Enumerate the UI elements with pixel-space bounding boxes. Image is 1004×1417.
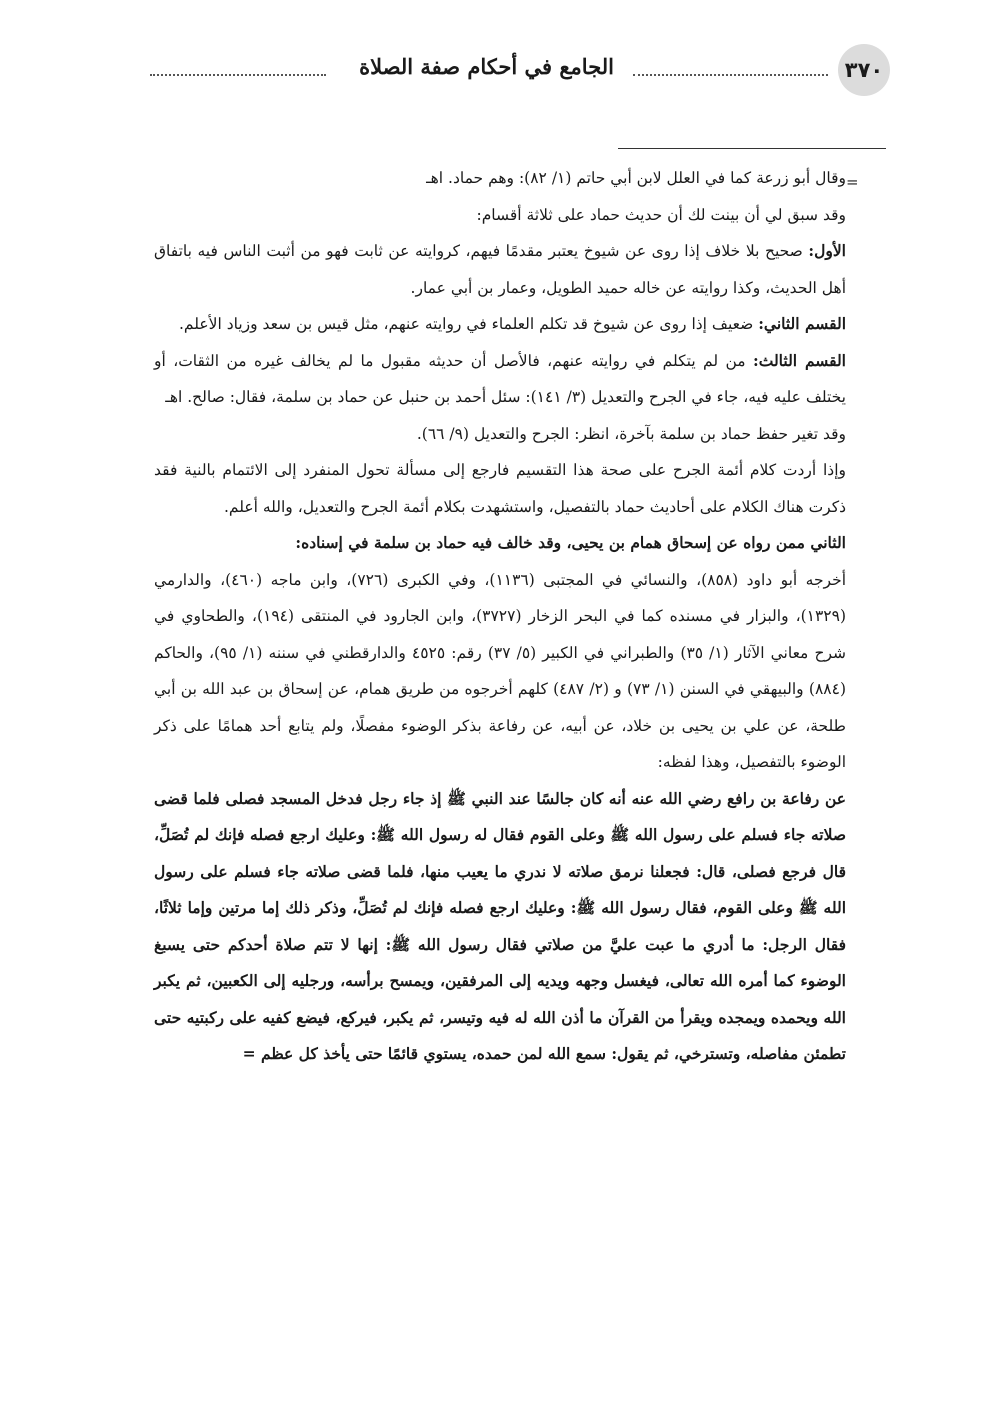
header-dots-right [633, 74, 828, 76]
section-heading [154, 525, 846, 562]
header-dots-left [150, 74, 326, 76]
paragraph [154, 562, 846, 781]
footnote-body [154, 160, 846, 1073]
paragraph-text: وقد سبق لي أن بينت لك أن حديث حماد على ثلاثة أقسام: [476, 205, 846, 224]
running-title: الجامع في أحكام صفة الصلاة [353, 54, 620, 79]
paragraph-text: أخرجه أبو داود (٨٥٨)، والنسائي في المجتبى (١١٣٦)، وفي الكبرى (٧٢٦)، وابن ماجه (٤٦٠)، والدارمي (١٣٢٩)، والبزار في مسنده كما في البحر الزخار (٣٧٢٧)، وابن الجارود في المنتقى (١٩٤)، والطحاوي في شرح معاني الآثار (١/ ٣٥) والطبراني في الكبير (٥/ ٣٧) رقم: ٤٥٢٥ والدارقطني في سننه (١/ ٩٥)، والحاكم (٨٨٤) والبيهقي في السنن (١/ ٧٣) و (٢/ ٤٨٧) كلهم أخرجوه من طريق همام، عن إسحاق بن عبد الله بن أبي طلحة، عن علي بن يحيى بن خلاد، عن أبيه، عن رفاعة بذكر الوضوء مفصلًا، ولم يتابع أحد همامًا على ذكر الوضوء بالتفصيل، وهذا لفظه: [154, 570, 847, 771]
paragraph [154, 343, 846, 416]
paragraph-text: صحيح بلا خلاف إذا روى عن شيوخ يعتبر مقدمًا فيهم، كروايته عن ثابت فهو من أثبت الناس فيه باتفاق أهل الحديث، وكذا روايته عن خاله حميد الطويل، وعمار بن أبي عمار. [154, 242, 846, 297]
paragraph-lead: القسم الثالث: [753, 350, 846, 370]
paragraph-text: وقال أبو زرعة كما في العلل لابن أبي حاتم (١/ ٨٢): وهم حماد. اهـ [426, 169, 846, 187]
paragraph-text: ضعيف إذا روى عن شيوخ قد تكلم العلماء في روايته عنهم، مثل قيس بن سعد وزياد الأعلم. [179, 315, 754, 333]
paragraph [154, 306, 846, 343]
paragraph-lead: الأول: [808, 241, 846, 260]
page-header [140, 44, 890, 104]
hadith-text: عن رفاعة بن رافع رضي الله عنه أنه كان جالسًا عند النبي ﷺ إذ جاء رجل فدخل المسجد فصلى فلما قضى صلاته جاء فسلم على رسول الله ﷺ وعلى القوم فقال له رسول الله ﷺ: وعليك ارجع فصله فإنك لم تُصَلِّ، قال فرجع فصلى، قال: فجعلنا نرمق صلاته لا ندري ما يعيب منها، فلما قضى صلاته جاء فسلم على رسول الله ﷺ وعلى القوم، فقال رسول الله ﷺ: وعليك ارجع فصله فإنك لم تُصَلِّ، وذكر ذلك إما مرتين وإما ثلاثًا، فقال الرجل: ما أدري ما عبت عليَّ من صلاتي فقال رسول الله ﷺ: إنها لا تتم صلاة أحدكم حتى يسبغ الوضوء كما أمره الله تعالى، فيغسل وجهه ويديه إلى المرفقين، ويمسح برأسه، ورجليه إلى الكعبين، ثم يكبر الله ويحمده ويمجده ويقرأ من القرآن ما أذن الله له فيه وتيسر، ثم يكبر، فيركع، فيضع كفيه على ركبتيه حتى تطمئن مفاصله، وتسترخي، ثم يقول: سمع الله لمن حمده، يستوي قائمًا حتى يأخذ كل عظم = [154, 788, 846, 1063]
section-heading-text: الثاني ممن رواه عن إسحاق همام بن يحيى، وقد خالف فيه حماد بن سلمة في إسناده: [295, 533, 846, 552]
paragraph [154, 160, 846, 197]
paragraph-text: وقد تغير حفظ حماد بن سلمة بآخرة، انظر: الجرح والتعديل (٩/ ٦٦). [416, 424, 846, 443]
paragraph-text: وإذا أردت كلام أئمة الجرح على صحة هذا التقسيم فارجع إلى مسألة تحول المنفرد إلى الائتمام بالنية فقد ذكرت هناك الكلام على أحاديث حماد بالتفصيل، واستشهدت بكلام أئمة الجرح والتعديل، والله أعلم. [154, 461, 846, 516]
paragraph [154, 452, 846, 525]
paragraph [154, 416, 846, 453]
page-number: ٣٧٠ [838, 44, 890, 96]
paragraph [154, 197, 846, 234]
footnote-continuation-mark: = [846, 173, 859, 191]
paragraph-lead: القسم الثاني: [758, 314, 846, 333]
paragraph-text: من لم يتكلم في روايته عنهم، فالأصل أن حديثه مقبول ما لم يخالف غيره من الثقات، أو يختلف عليه فيه، جاء في الجرح والتعديل (٣/ ١٤١): سئل أحمد بن حنبل عن حماد بن سلمة، فقال: صالح. اهـ [154, 351, 846, 406]
footnote-separator [618, 148, 886, 149]
paragraph [154, 233, 846, 306]
